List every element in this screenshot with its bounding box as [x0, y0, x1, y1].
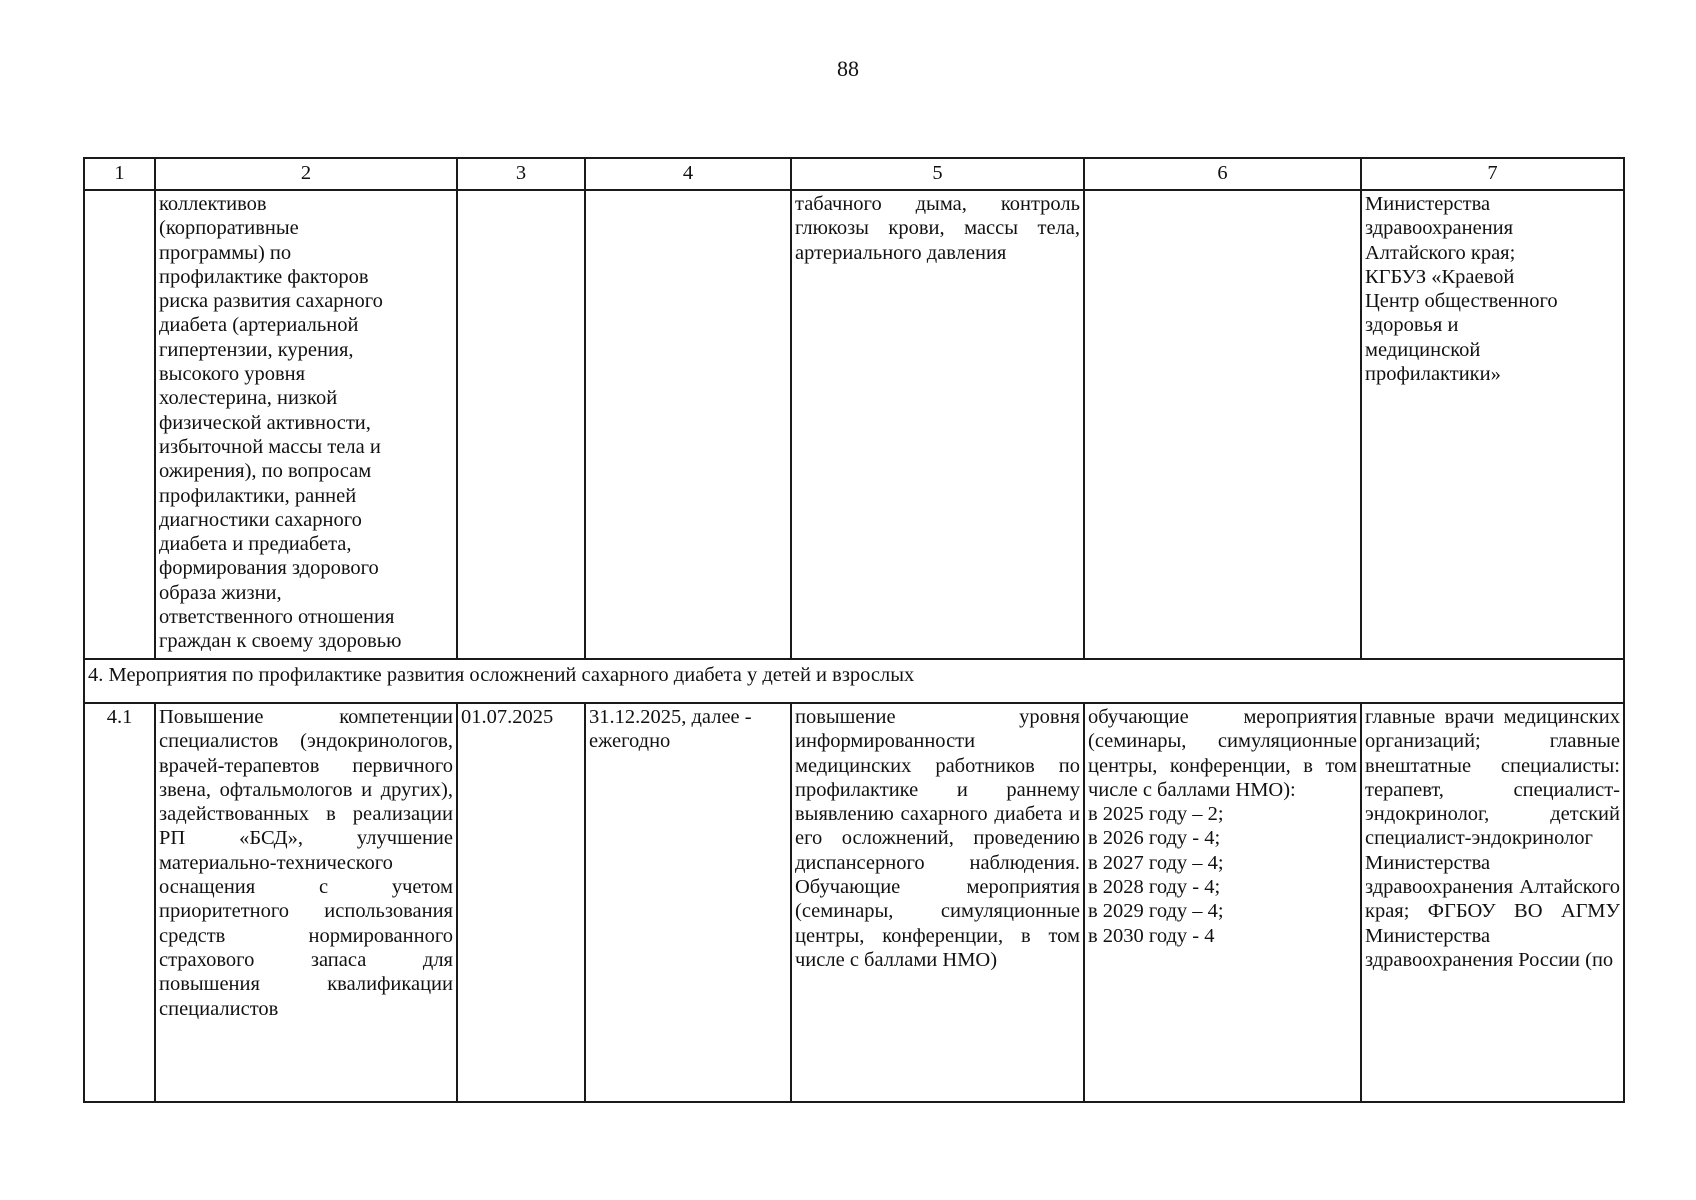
- cont-col-2-line: профилактике факторов: [159, 265, 369, 288]
- cont-col-2-line: коллективов: [159, 193, 267, 215]
- cont-col-2-line: формирования здорового: [159, 557, 379, 580]
- cont-col-6: [1084, 190, 1361, 659]
- section-row: [84, 659, 1624, 703]
- header-col-3: 3: [457, 158, 585, 190]
- cont-col-1: [84, 190, 155, 659]
- section-title: 4. Мероприятия по профилактике развития осложнений сахарного диабета у детей и взрослых: [84, 659, 1624, 703]
- cont-col-2-line: избыточной массы тела и: [159, 435, 381, 458]
- indicator-year: в 2030 году - 4: [1088, 924, 1215, 947]
- cont-col-7-line: здравоохранения: [1365, 217, 1514, 240]
- cont-col-2-line: физической активности,: [159, 411, 371, 434]
- target-indicators: [1084, 703, 1361, 1102]
- cont-col-2-line: диабета и предиабета,: [159, 533, 352, 556]
- responsible-executors: главные врачи медицинских организаций; главные внештатные специалисты: терапевт, специалист-эндокринолог, детский специалист-эндокринолог Министерства здравоохранения Алтайского края; ФГБОУ ВО АГМУ Министерства здравоохранения России (по: [1361, 703, 1624, 1102]
- table-row: [84, 703, 1624, 1102]
- cont-col-2: [155, 190, 457, 659]
- cont-col-3: [457, 190, 585, 659]
- cont-col-2-line: диабета (артериальной: [159, 314, 359, 337]
- expected-result: повышение уровня информированности медицинских работников по профилактике и раннему выявлению сахарного диабета и его осложнений, проведению диспансерного наблюдения. Обучающие мероприятия (семинары, симуляционные центры, конференции, в том числе с баллами НМО): [791, 703, 1084, 1102]
- indicators-intro: обучающие мероприятия (семинары, симуляционные центры, конференции, в том числе с баллами НМО):: [1088, 706, 1357, 801]
- cont-col-2-line: гипертензии, курения,: [159, 338, 354, 361]
- cont-col-2-line: риска развития сахарного: [159, 290, 383, 313]
- cont-col-4: [585, 190, 791, 659]
- header-row: [84, 158, 1624, 190]
- cont-col-2-line: программы) по: [159, 241, 292, 264]
- cont-col-5: табачного дыма, контроль глюкозы крови, массы тела, артериального давления: [791, 190, 1084, 659]
- cont-col-7: [1361, 190, 1624, 659]
- cont-col-7-line: профилактики»: [1365, 363, 1501, 386]
- cont-col-2-line: (корпоративные: [159, 217, 299, 240]
- header-col-7: 7: [1361, 158, 1624, 190]
- row-number: 4.1: [84, 703, 155, 1102]
- start-date: 01.07.2025: [457, 703, 585, 1102]
- indicator-year: в 2027 году – 4;: [1088, 851, 1224, 874]
- cont-col-2-line: высокого уровня: [159, 363, 306, 386]
- cont-col-7-line: КГБУЗ «Краевой: [1365, 265, 1515, 288]
- cont-col-2-line: холестерина, низкой: [159, 387, 338, 410]
- indicator-year: в 2028 году - 4;: [1088, 876, 1221, 899]
- plan-table: [83, 157, 1625, 1103]
- cont-col-2-line: образа жизни,: [159, 581, 282, 604]
- cont-col-7-line: медицинской: [1365, 338, 1481, 361]
- cont-col-2-line: граждан к своему здоровью: [159, 630, 402, 653]
- header-col-1: 1: [84, 158, 155, 190]
- indicator-year: в 2029 году – 4;: [1088, 900, 1224, 923]
- cont-col-7-line: Министерства: [1365, 193, 1491, 215]
- end-date: 31.12.2025, далее - ежегодно: [585, 703, 791, 1102]
- header-col-4: 4: [585, 158, 791, 190]
- cont-col-7-lines: [1365, 192, 1620, 386]
- cont-col-2-line: диагностики сахарного: [159, 508, 362, 531]
- activity-description: Повышение компетенции специалистов (эндокринологов, врачей-терапевтов первичного звена, офтальмологов и других), задействованных в реализации РП «БСД», улучшение материально-технического оснащения с учетом приоритетного использования средств нормированного страхового запаса для повышения квалификации специалистов: [155, 703, 457, 1102]
- cont-col-7-line: Центр общественного: [1365, 290, 1558, 313]
- header-col-2: 2: [155, 158, 457, 190]
- cont-col-2-lines: [159, 192, 453, 654]
- indicator-year: в 2026 году - 4;: [1088, 827, 1221, 850]
- cont-col-7-line: здоровья и: [1365, 314, 1459, 337]
- page-number: 88: [837, 56, 859, 81]
- cont-col-7-line: Алтайского края;: [1365, 241, 1516, 264]
- header-col-6: 6: [1084, 158, 1361, 190]
- cont-col-2-line: ответственного отношения: [159, 606, 395, 629]
- cont-col-2-line: профилактики, ранней: [159, 484, 357, 507]
- continuation-row: [84, 190, 1624, 659]
- indicator-year: в 2025 году – 2;: [1088, 803, 1224, 826]
- cont-col-2-line: ожирения), по вопросам: [159, 460, 372, 483]
- header-col-5: 5: [791, 158, 1084, 190]
